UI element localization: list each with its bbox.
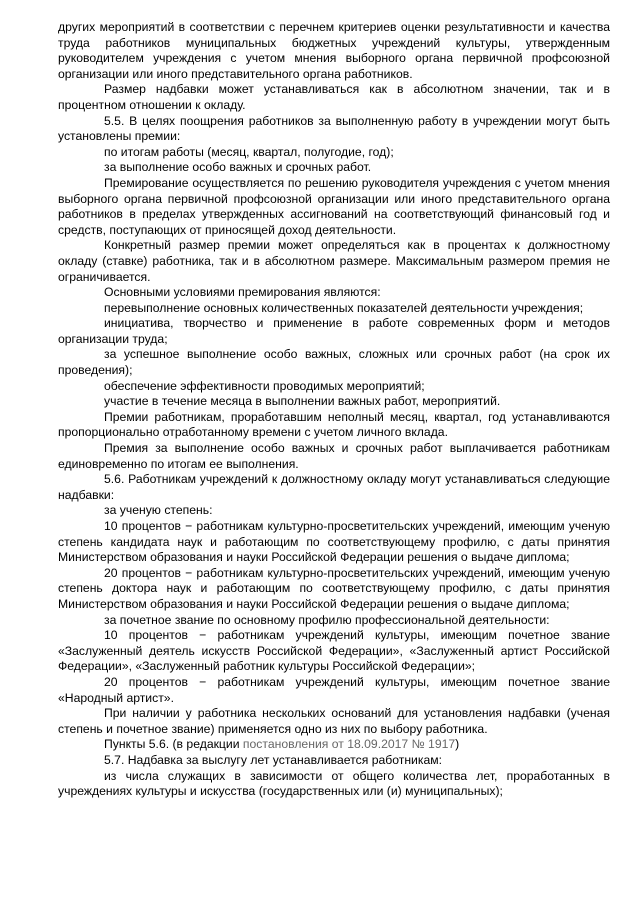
paragraph: 5.6. Работникам учреждений к должностному окладу могут устанавливаться следующие надбавки: [58,472,610,502]
paragraph: 20 процентов − работникам культурно-просветительских учреждений, имеющим ученую степень доктора наук и работающим по соответствующему профилю, с даты принятия Министерством образования и науки Российской Федерации решения о выдаче диплома; [58,565,610,611]
paragraph: перевыполнение основных количественных показателей деятельности учреждения; [104,300,584,315]
paragraph: Конкретный размер премии может определяться как в процентах к должностному окладу (ставке) работника, так и в абсолютном размере. Максимальным размером премия не ограничивается. [58,238,610,284]
amendment-suffix: ) [455,737,460,752]
paragraph: инициатива, творчество и применение в работе современных форм и методов организации труда; [58,316,610,346]
paragraph: 5.5. В целях поощрения работников за выполненную работу в учреждении могут быть установлены премии: [58,113,610,144]
paragraph: Премирование осуществляется по решению руководителя учреждения с учетом мнения выборного органа первичной профсоюзной организации или иного представительного органа работников в пределах утвержденных ассигнований на соответствующий финансовый год и средств, поступающих от приносящей доход деятельности. [58,175,610,237]
paragraph: за выполнение особо важных и срочных работ. [104,160,372,175]
paragraph: 20 процентов − работникам учреждений культуры, имеющим почетное звание «Народный артист». [58,674,610,705]
paragraph: При наличии у работника нескольких оснований для установления надбавки (ученая степень и почетное звание) применяется одно из них по выбору работника. [58,706,610,736]
paragraph: из числа служащих в зависимости от общего количества лет, проработанных в учреждениях культуры и искусства (государственных или (и) муниципальных); [58,768,610,799]
document-page [58,20,610,800]
amendment-link[interactable]: постановления от 18.09.2017 № 1917 [242,737,456,752]
paragraph: за успешное выполнение особо важных, сложных или срочных работ (на срок их проведения); [58,347,610,378]
paragraph: 10 процентов − работникам учреждений культуры, имеющим почетное звание «Заслуженный деятель искусств Российской Федерации», «Заслуженный артист Российской Федерации», «Заслуженный работник культуры Российской Федерации»; [58,628,610,674]
paragraph: Премия за выполнение особо важных и срочных работ выплачивается работникам единовременно по итогам ее выполнения. [58,441,610,471]
paragraph: за ученую степень: [104,503,213,518]
paragraph: Размер надбавки может устанавливаться как в абсолютном значении, так и в процентном отношении к окладу. [58,82,610,112]
paragraph: 10 процентов − работникам культурно-просветительских учреждений, имеющим ученую степень кандидата наук и работающим по соответствующему профилю, с даты принятия Министерством образования и науки Российской Федерации решения о выдаче диплома; [58,519,610,565]
paragraph: обеспечение эффективности проводимых мероприятий; [104,378,425,393]
paragraph: по итогам работы (месяц, квартал, полугодие, год); [104,144,394,159]
paragraph: Основными условиями премирования являются: [104,285,381,300]
paragraph: 5.7. Надбавка за выслугу лет устанавливается работникам: [104,752,443,767]
amendment-prefix: Пункты 5.6. (в редакции [104,737,243,752]
paragraph: участие в течение месяца в выполнении важных работ, мероприятий. [104,394,501,409]
paragraph: других мероприятий в соответствии с перечнем критериев оценки результативности и качества труда работников муниципальных бюджетных учреждений культуры, утвержденным руководителем учреждения с учетом мнения выборного органа первичной профсоюзной организации или иного представительного органа работников. [58,20,610,81]
paragraph: Премии работникам, проработавшим неполный месяц, квартал, год устанавливаются пропорционально отработанному времени с учетом личного вклада. [58,409,610,440]
paragraph: за почетное звание по основному профилю профессиональной деятельности: [104,612,550,627]
amendment-note [58,737,610,753]
